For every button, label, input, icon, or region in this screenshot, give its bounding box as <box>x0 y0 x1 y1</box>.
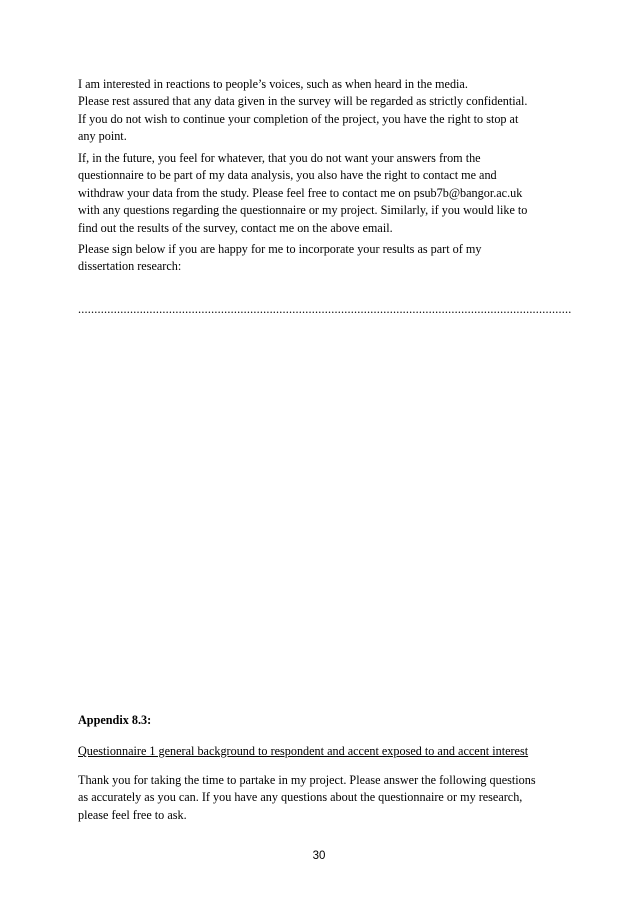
withdrawal-line-3: withdraw your data from the study. Please feel free to contact me on psub7b@bangor.ac.uk <box>78 185 523 200</box>
consent-paragraph <box>78 241 568 276</box>
appendix-heading <box>78 712 151 729</box>
appendix-heading-text: Appendix 8.3: <box>78 713 152 727</box>
withdrawal-line-1: If, in the future, you feel for whatever, that you do not want your answers from the <box>78 151 481 165</box>
withdrawal-line-4: with any questions regarding the questionnaire or my project. Similarly, if you would like to <box>78 203 528 218</box>
signature-line[interactable] <box>78 302 572 316</box>
thanks-line-1: Thank you for taking the time to partake in my project. Please answer the following questions <box>78 773 536 787</box>
signature-end: . <box>568 302 572 316</box>
consent-line-2: dissertation research: <box>78 259 182 274</box>
withdrawal-paragraph <box>78 150 568 237</box>
intro-line-2: Please rest assured that any data given in the survey will be regarded as strictly confidential. <box>78 94 528 109</box>
withdrawal-line-2: questionnaire to be part of my data analysis, you also have the right to contact me and <box>78 168 497 183</box>
withdrawal-line-5: find out the results of the survey, contact me on the above email. <box>78 220 393 235</box>
consent-line-1: Please sign below if you are happy for me to incorporate your results as part of my <box>78 242 482 256</box>
thanks-paragraph <box>78 772 568 824</box>
intro-line-3: If you do not wish to continue your completion of the project, you have the right to stop at <box>78 111 519 126</box>
intro-paragraph <box>78 76 568 146</box>
thanks-line-3: please feel free to ask. <box>78 807 187 822</box>
signature-dots: ....................................................................................................................................................... <box>78 302 569 316</box>
questionnaire-title: Questionnaire 1 general background to respondent and accent exposed to and accent interest <box>78 744 529 758</box>
intro-line-4: any point. <box>78 129 127 144</box>
intro-line-1: I am interested in reactions to people’s voices, such as when heard in the media. <box>78 77 468 91</box>
thanks-line-2: as accurately as you can. If you have any questions about the questionnaire or my research, <box>78 790 523 805</box>
page-number: 30 <box>312 850 326 862</box>
